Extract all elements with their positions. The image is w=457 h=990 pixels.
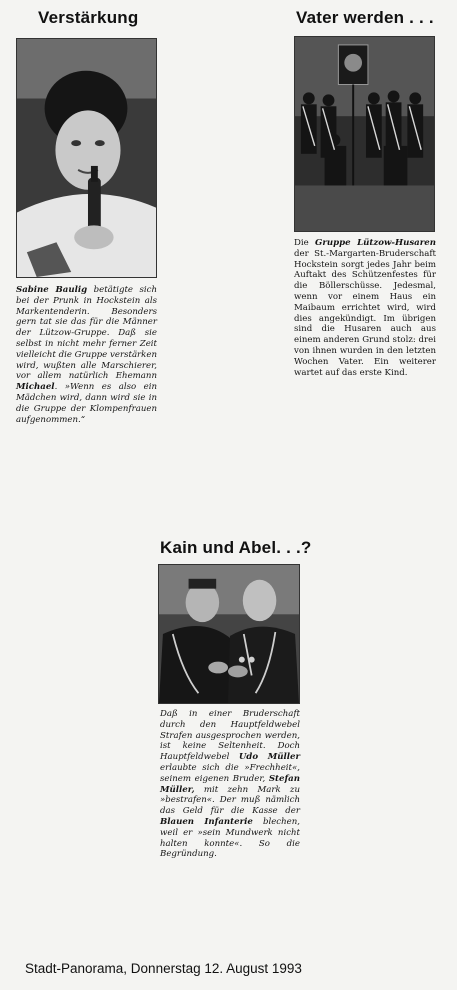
caption-name-gruppe-luetzow-husaren: Gruppe Lützow-Husaren (315, 238, 436, 248)
headline-verstaerkung: Verstärkung (38, 8, 139, 27)
caption-text-part2: der St.-Margarten-Bruderschaft Hockstein sorgt jedes Jahr beim Auftakt des Schützenfestes für die Böllerschüsse. Jedesmal, wenn vor einem Haus ein Maibaum errichtet wird, wird dies angekündigt. Im übrigen sind die Husaren auch aus einem anderen Grund stolz: drei von ihnen wurden in den letzten Wochen Vater. Ein weiterer wartet auf das erste Kind. (294, 248, 436, 378)
footer-publication-line: Stadt-Panorama, Donnerstag 12. August 1993 (25, 961, 302, 976)
caption-name-stefan-mueller: Stefan Müller, (160, 773, 300, 795)
caption-vater-werden (294, 238, 436, 378)
photo-gruppe-luetzow-husaren (294, 36, 435, 232)
photo-group-with-banner-illustration (295, 37, 434, 231)
caption-text-part1: betätigte sich bei der Prunk in Hockstein als Markentenderin. Besonders gern tat sie das für die Männer der Lützow-Gruppe. Daß sie selbst in nicht mehr ferner Zeit vielleicht die Gruppe verstärken wird, wußten alle Marschierer, vor allem natürlich Ehemann (16, 285, 157, 382)
photo-udo-und-stefan-mueller (158, 564, 300, 704)
caption-name-blauen-infanterie: Blauen Infanterie (160, 816, 253, 827)
caption-name-udo-mueller: Udo Müller (238, 752, 300, 763)
caption-text-part1: Die (294, 238, 315, 248)
photo-sabine-baulig (16, 38, 157, 278)
photo-woman-with-bottle-illustration (17, 39, 156, 277)
caption-text-part3: mit zehn Mark zu »bestrafen«. Der muß nämlich das Geld für die Kasse der (160, 784, 300, 817)
caption-text-part4: blechen, weil er »sein Mundwerk nicht halten konnte«. So die Begründung. (160, 816, 300, 860)
caption-text-part1: Daß in einer Bruderschaft durch den Hauptfeldwebel Strafen ausgesprochen werden, ist keine Seltenheit. Doch Hauptfeldwebel (160, 709, 300, 763)
caption-verstaerkung (16, 285, 157, 425)
caption-text-part2: . »Wenn es also ein Mädchen wird, dann wird sie in die Gruppe der Klompenfrauen aufgenommen.“ (16, 382, 157, 425)
headline-vater-werden: Vater werden . . . (296, 8, 434, 27)
caption-kain-und-abel (160, 709, 300, 860)
photo-two-men-in-uniform-illustration (159, 565, 299, 703)
caption-name-sabine-baulig: Sabine Baulig (16, 285, 88, 295)
caption-name-michael: Michael (16, 382, 55, 393)
headline-kain-und-abel: Kain und Abel. . .? (160, 538, 312, 557)
caption-text-part2: erlaubte sich die »Frechheit«, seinem eigenen Bruder, (160, 762, 300, 784)
